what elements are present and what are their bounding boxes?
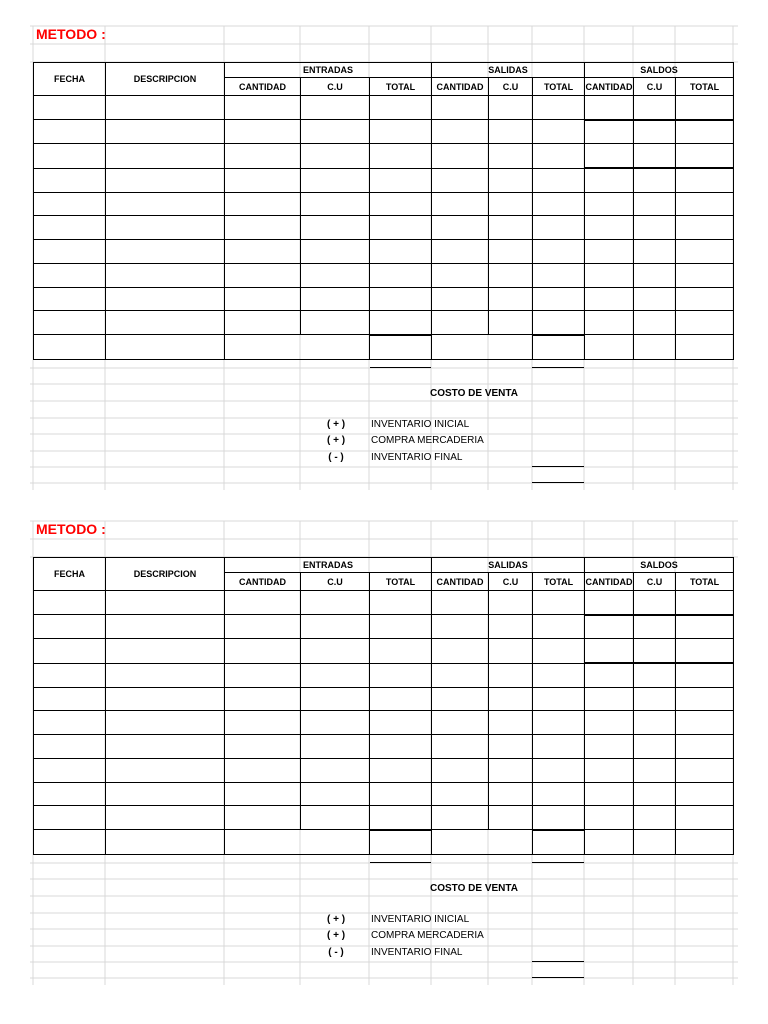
table-row xyxy=(34,687,734,711)
costo-de-venta-title: COSTO DE VENTA xyxy=(430,883,518,894)
table-row xyxy=(34,192,734,216)
plus-sign: ( + ) xyxy=(326,435,346,446)
table-row xyxy=(34,120,734,144)
header-fecha: FECHA xyxy=(34,63,106,96)
total-underline xyxy=(370,367,431,368)
minus-sign: ( - ) xyxy=(328,947,344,958)
costo-venta-underline xyxy=(532,482,584,483)
costo-de-venta-title: COSTO DE VENTA xyxy=(430,388,518,399)
costo-row-compra-mercaderia xyxy=(0,435,768,451)
header-entradas: ENTRADAS xyxy=(225,558,432,573)
table-row xyxy=(34,311,734,335)
header-saldos-cantidad: CANTIDAD xyxy=(585,78,634,96)
costo-label: INVENTARIO FINAL xyxy=(371,452,463,463)
header-salidas-cu: C.U xyxy=(489,78,533,96)
table-row xyxy=(34,263,734,287)
table-row xyxy=(34,615,734,639)
kardex-sheet-2 xyxy=(0,495,768,990)
kardex-table xyxy=(33,557,734,855)
header-salidas-total: TOTAL xyxy=(533,78,585,96)
header-salidas-cantidad: CANTIDAD xyxy=(432,573,489,591)
header-salidas: SALIDAS xyxy=(432,558,585,573)
minus-sign: ( - ) xyxy=(328,452,344,463)
header-entradas-total: TOTAL xyxy=(370,78,432,96)
table-row xyxy=(34,287,734,311)
salidas-total-cell[interactable] xyxy=(533,335,585,359)
header-entradas-cantidad: CANTIDAD xyxy=(225,573,301,591)
header-salidas-total: TOTAL xyxy=(533,573,585,591)
header-salidas-cantidad: CANTIDAD xyxy=(432,78,489,96)
header-entradas-cantidad: CANTIDAD xyxy=(225,78,301,96)
header-saldos: SALDOS xyxy=(585,63,734,78)
header-entradas-total: TOTAL xyxy=(370,573,432,591)
total-underline xyxy=(532,862,584,863)
total-underline xyxy=(370,862,431,863)
costo-label: INVENTARIO FINAL xyxy=(371,947,463,958)
header-saldos-cu: C.U xyxy=(634,573,676,591)
table-row xyxy=(34,806,734,830)
kardex-sheet-1 xyxy=(0,0,768,495)
table-row xyxy=(34,758,734,782)
costo-row-inventario-inicial xyxy=(0,914,768,930)
header-entradas-cu: C.U xyxy=(301,573,370,591)
total-underline xyxy=(532,367,584,368)
salidas-total-cell[interactable] xyxy=(533,830,585,854)
header-saldos-total: TOTAL xyxy=(676,78,734,96)
table-row xyxy=(34,639,734,663)
table-row xyxy=(34,216,734,240)
table-row xyxy=(34,240,734,264)
header-descripcion: DESCRIPCION xyxy=(106,558,225,591)
entradas-total-cell[interactable] xyxy=(370,335,432,359)
header-entradas-cu: C.U xyxy=(301,78,370,96)
table-row xyxy=(34,711,734,735)
costo-label: COMPRA MERCADERIA xyxy=(371,930,484,941)
costo-label: INVENTARIO INICIAL xyxy=(371,914,470,925)
header-saldos-cantidad: CANTIDAD xyxy=(585,573,634,591)
header-fecha: FECHA xyxy=(34,558,106,591)
header-saldos-cu: C.U xyxy=(634,78,676,96)
header-salidas: SALIDAS xyxy=(432,63,585,78)
subtotal-underline xyxy=(532,961,584,962)
header-descripcion: DESCRIPCION xyxy=(106,63,225,96)
costo-label: COMPRA MERCADERIA xyxy=(371,435,484,446)
table-row xyxy=(34,144,734,168)
costo-venta-underline xyxy=(532,977,584,978)
table-row xyxy=(34,168,734,192)
entradas-total-cell[interactable] xyxy=(370,830,432,854)
plus-sign: ( + ) xyxy=(326,930,346,941)
table-row xyxy=(34,96,734,120)
header-saldos-total: TOTAL xyxy=(676,573,734,591)
kardex-table xyxy=(33,62,734,360)
table-row xyxy=(34,591,734,615)
header-saldos: SALDOS xyxy=(585,558,734,573)
plus-sign: ( + ) xyxy=(326,419,346,430)
costo-row-inventario-final xyxy=(0,452,768,468)
totals-row xyxy=(34,335,734,359)
plus-sign: ( + ) xyxy=(326,914,346,925)
costo-row-compra-mercaderia xyxy=(0,930,768,946)
costo-label: INVENTARIO INICIAL xyxy=(371,419,470,430)
costo-row-inventario-inicial xyxy=(0,419,768,435)
totals-row xyxy=(34,830,734,854)
subtotal-underline xyxy=(532,466,584,467)
table-row xyxy=(34,782,734,806)
table-row xyxy=(34,735,734,759)
table-row xyxy=(34,663,734,687)
costo-row-inventario-final xyxy=(0,947,768,963)
header-salidas-cu: C.U xyxy=(489,573,533,591)
header-entradas: ENTRADAS xyxy=(225,63,432,78)
method-title: METODO : xyxy=(36,26,106,42)
method-title: METODO : xyxy=(36,521,106,537)
